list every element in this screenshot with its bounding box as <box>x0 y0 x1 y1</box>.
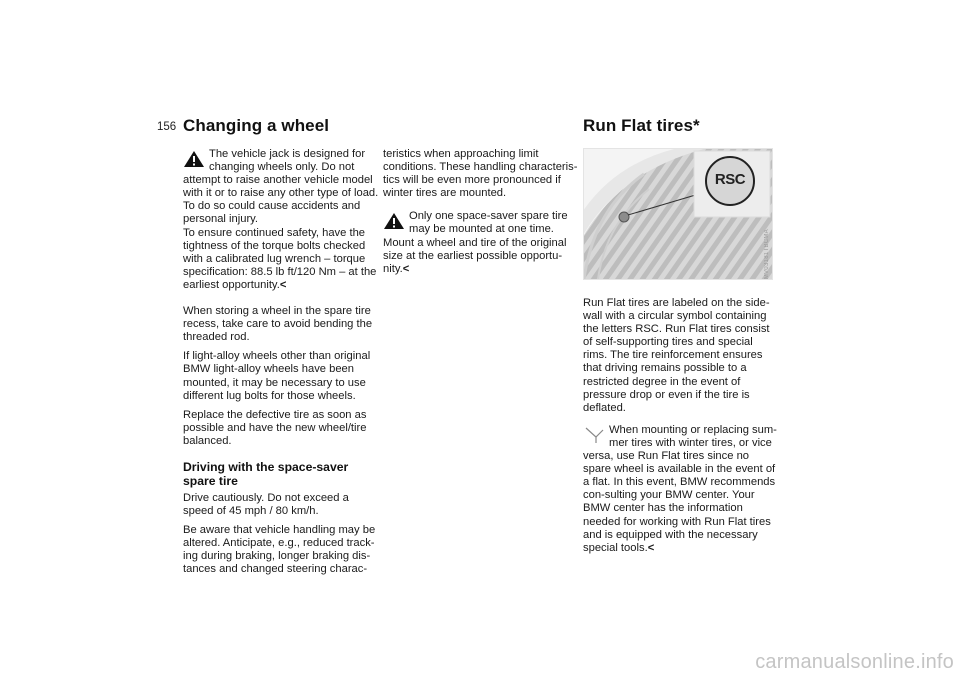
paragraph-storing-wheel: When storing a wheel in the spare tire recess, take care to avoid bending the threaded rod. <box>183 305 373 344</box>
column-middle <box>383 148 579 276</box>
warning-note-jack <box>183 148 379 292</box>
paragraph-handling: Be aware that vehicle handling may be altered. Anticipate, e.g., reduced track-ing during braking, longer braking dis-tances and changed steering charac- <box>183 524 376 576</box>
column-left <box>183 148 379 577</box>
watermark: carmanualsonline.info <box>755 651 954 673</box>
column-right <box>583 297 779 555</box>
warning-text-jack: The vehicle jack is designed for changing wheels only. Do not attempt to raise another vehicle model with it or to raise any other type of load. To do so could cause accidents and personal injury. <box>183 148 379 226</box>
note-text-run-flat: When mounting or replacing sum-mer tires with winter tires, or vice versa, use Run Flat tires since no spare wheel is available in the event of a flat. In this event, BMW recommends con-sulting your BMW center. Your BMW center has the information needed for working with Run Flat tires and is equipped with the necessary special tools.< <box>583 423 777 554</box>
note-arrow-icon <box>583 425 605 445</box>
warning-triangle-icon <box>183 149 205 169</box>
paragraph-replace-tire: Replace the defective tire as soon as possible and have the new wheel/tire balanced. <box>183 408 367 447</box>
end-mark: < <box>647 541 655 554</box>
paragraph-run-flat-description: Run Flat tires are labeled on the side-wall with a circular symbol containing the letters RSC. Run Flat tires consist of self-supporting tires and special rims. The tire reinforcement ensures that driving remains possible to a restricted degree in the event of pressure drop or even if the tire is deflated. <box>583 297 770 414</box>
paragraph-drive-cautiously: Drive cautiously. Do not exceed a speed of 45 mph / 80 km/h. <box>183 491 349 518</box>
warning-note-space-saver <box>383 210 579 275</box>
figure-code: MV03181TBCMA <box>764 229 770 280</box>
paragraph-handling-continued: teristics when approaching limit conditions. These handling characteris-tics will be even more pronounced if winter tires are mounted. <box>383 148 578 200</box>
run-flat-tire-figure <box>583 148 773 280</box>
warning-text-space-saver: Only one space-saver spare tire may be mounted at one time. Mount a wheel and tire of the original size at the earliest possible opportu-nity.< <box>383 210 568 275</box>
warning-triangle-icon <box>383 211 405 231</box>
tire-illustration <box>584 149 772 279</box>
warning-text-torque: To ensure continued safety, have the tightness of the torque bolts checked with a calibrated lug wrench – torque specification: 88.5 lb ft/120 Nm – at the earliest opportunity.< <box>183 226 377 291</box>
end-mark: < <box>279 278 287 291</box>
section-title-changing-wheel: Changing a wheel <box>183 116 330 135</box>
paragraph-light-alloy: If light-alloy wheels other than original BMW light-alloy wheels have been mounted, it may be necessary to use different lug bolts for those wheels. <box>183 350 371 402</box>
rsc-badge-text: RSC <box>714 171 746 188</box>
section-title-run-flat-tires: Run Flat tires* <box>583 116 700 135</box>
end-mark: < <box>402 262 410 275</box>
page-number: 156 <box>157 121 177 133</box>
info-note-run-flat <box>583 424 779 555</box>
subheading-space-saver: Driving with the space-saver spare tire <box>183 459 349 488</box>
